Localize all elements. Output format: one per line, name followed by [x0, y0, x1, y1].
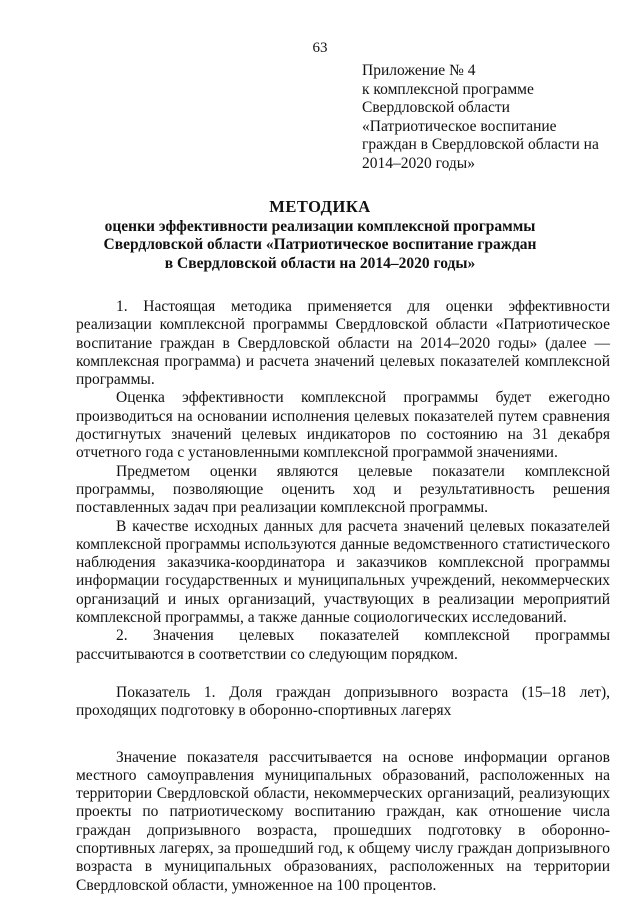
- paragraph: Оценка эффективности комплексной программы будет ежегодно производиться на основании исполнения целевых показателей путем сравнения достигнутых значений целевых индикаторов по состоянию на 31 декабря отчетного года с установленными комплексной программой значениями.: [76, 389, 610, 462]
- appendix-line: Свердловской области: [362, 99, 510, 116]
- paragraph: В качестве исходных данных для расчета значений целевых показателей комплексной программы используются данные ведомственного статистического наблюдения заказчика-координатора и заказчиков комплексной программы информации государственных и муниципальных учреждений, некоммерческих организаций и иных организаций, участвующих в реализации мероприятий комплексной программы, а также данные социологических исследований.: [76, 517, 610, 627]
- title-line: Свердловской области «Патриотическое воспитание граждан: [103, 236, 537, 253]
- page-number: 63: [312, 40, 328, 56]
- document-body: [76, 298, 610, 895]
- paragraph: Значение показателя рассчитывается на основе информации органов местного самоуправления муниципальных образований, расположенных на территории Свердловской области, некоммерческих организаций, реализующих проекты по патриотическому воспитанию граждан, как отношение числа граждан допризывного возраста, прошедших подготовку в оборонно-спортивных лагерях, за прошедший год, к общему числу граждан допризывного возраста в муниципальных образованиях, расположенных на территории Свердловской области, умноженное на 100 процентов.: [76, 748, 610, 894]
- paragraph: 2. Значения целевых показателей комплексной программы рассчитываются в соответствии со следующим порядком.: [76, 627, 610, 663]
- document-title: [0, 198, 640, 273]
- title-line: оценки эффективности реализации комплексной программы: [104, 217, 536, 235]
- appendix-line: Приложение № 4: [362, 62, 476, 79]
- appendix-note: [362, 62, 622, 173]
- indicator-heading: Показатель 1. Доля граждан допризывного возраста (15–18 лет), проходящих подготовку в оборонно-спортивных лагерях: [76, 683, 610, 720]
- paragraph: 1. Настоящая методика применяется для оценки эффективности реализации комплексной программы Свердловской области «Патриотическое воспитание граждан в Свердловской области на 2014–2020 годы» (далее — комплексная программа) и расчета значений целевых показателей комплексной программы.: [76, 298, 610, 389]
- appendix-line: «Патриотическое воспитание: [362, 117, 557, 135]
- document-heading: МЕТОДИКА: [269, 197, 371, 216]
- appendix-line: 2014–2020 годы»: [362, 154, 475, 172]
- paragraph: Предметом оценки являются целевые показатели комплексной программы, позволяющие оценить ход и результативность решения поставленных задач при реализации комплексной программы.: [76, 462, 610, 517]
- title-line: в Свердловской области на 2014–2020 годы»: [164, 254, 476, 272]
- appendix-line: граждан в Свердловской области на: [362, 136, 599, 153]
- appendix-line: к комплексной программе: [362, 80, 534, 98]
